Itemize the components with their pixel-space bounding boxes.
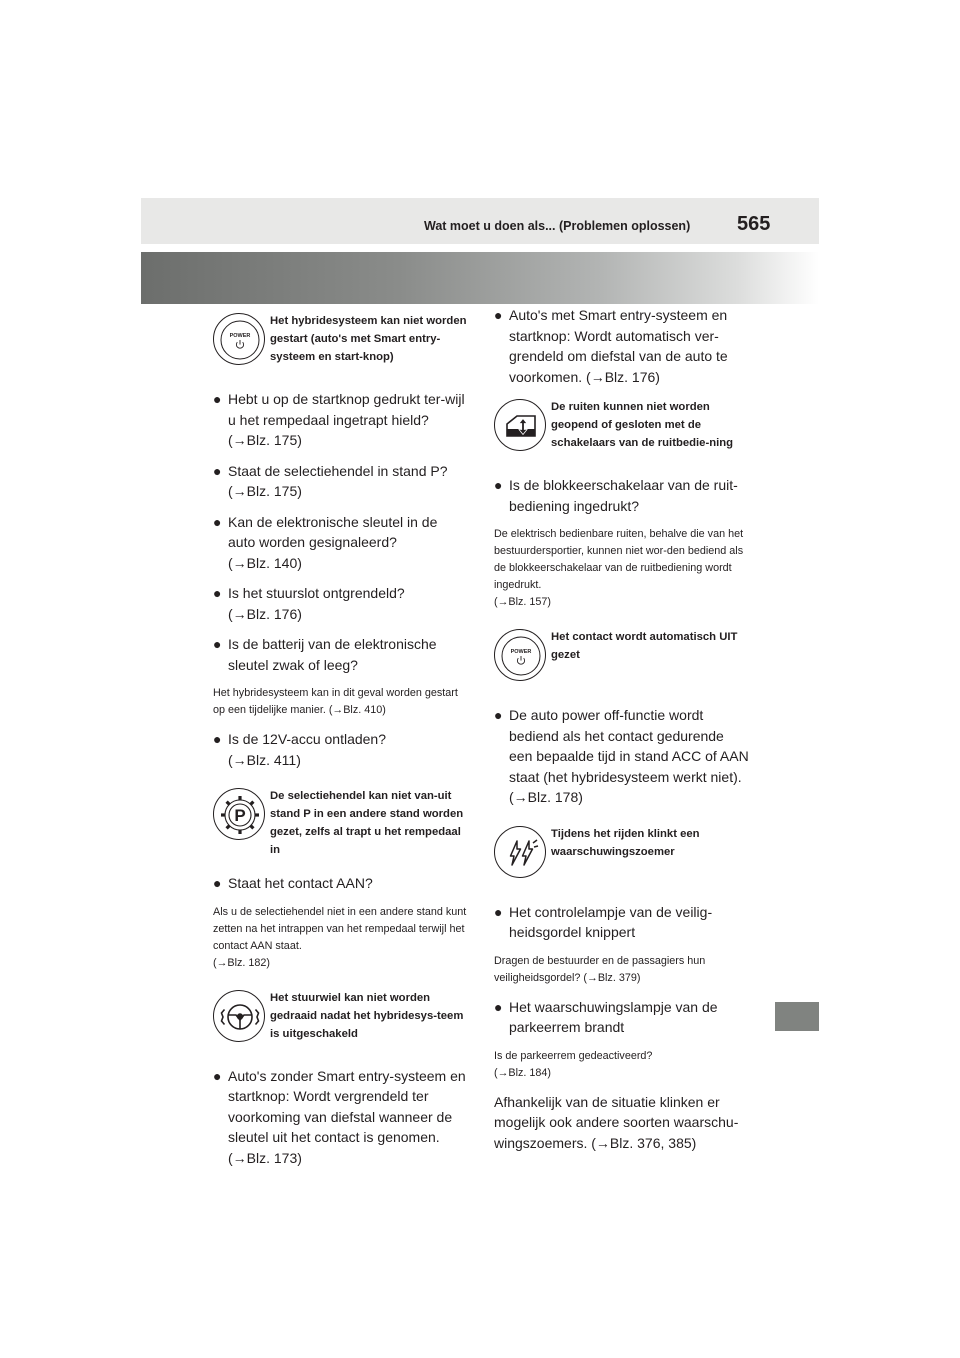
page-reference: (→Blz. 140): [228, 554, 302, 571]
bullet-item: ● Auto's zonder Smart entry-systeem en startknop: Wordt vergrendeld ter voorkoming van diefstal wanneer de sleutel uit het contact is genomen. (→Blz. 173): [213, 1066, 468, 1169]
section-heading: De ruiten kunnen niet worden geopend of gesloten met de schakelaars van de ruitbedie-ning: [551, 401, 734, 449]
section-warning-buzzer: [494, 818, 749, 888]
left-column: [213, 305, 468, 1178]
bullet-item: ● Hebt u op de startknop gedrukt ter-wijl u het rempedaal ingetrapt hield? (→Blz. 175): [213, 389, 468, 451]
right-column: [494, 305, 749, 1153]
section-heading: Het hybridesysteem kan niet worden gestart (auto's met Smart entry-systeem en start-knop): [270, 315, 467, 363]
page-reference: (→Blz. 176): [228, 605, 302, 622]
note-text: Het hybridesysteem kan in dit geval worden gestart op een tijdelijke manier. (→Blz. 410): [213, 687, 458, 716]
page-reference: (→Blz. 411): [228, 751, 301, 768]
note-text: Dragen de bestuurder en de passagiers hun veiligheidsgordel? (→Blz. 379): [494, 954, 706, 984]
bullet-item: ● Auto's met Smart entry-systeem en startknop: Wordt automatisch ver-grendeld om diefstal van de auto te voorkomen. (→Blz. 176): [494, 307, 728, 385]
svg-text:POWER: POWER: [229, 333, 251, 339]
chapter-side-tab: [775, 1002, 819, 1031]
page-reference: (→Blz. 182): [213, 956, 270, 969]
page-reference: (→Blz. 184): [494, 1066, 551, 1079]
section-steering-wheel: [213, 982, 468, 1052]
svg-text:POWER: POWER: [510, 649, 532, 655]
bullet-item: ● Is het stuurslot ontgrendeld? (→Blz. 176): [213, 583, 468, 624]
bullet-item: ● Is de blokkeerschakelaar van de ruit-bediening ingedrukt?: [494, 477, 738, 514]
power-button-icon: [494, 629, 546, 681]
section-power-windows: [494, 391, 749, 461]
section-auto-off: [494, 621, 749, 691]
section-banner: [141, 252, 819, 304]
page-reference: (→Blz. 175): [228, 483, 302, 499]
page-reference: (→Blz. 175): [228, 432, 302, 448]
steering-wheel-lock-icon: [213, 990, 265, 1042]
section-heading: Tijdens het rijden klinkt een waarschuwingszoemer: [551, 827, 700, 858]
power-button-icon: [213, 313, 265, 365]
bullet-item: ● Is de batterij van de elektronische sleutel zwak of leeg?: [213, 636, 437, 673]
body-paragraph: Afhankelijk van de situatie klinken er mogelijk ook andere soorten waarschu-wingszoemers. (→Blz. 376, 385): [494, 1093, 739, 1151]
note-text: Is de parkeerrem gedeactiveerd? (→Blz. 184): [494, 1048, 749, 1082]
window-switch-icon: [494, 399, 546, 451]
bullet-item: ● Staat het contact AAN?: [213, 875, 373, 891]
bullet-item: ● Staat de selectiehendel in stand P? (→Blz. 175): [213, 461, 468, 502]
bullet-item: ● Kan de elektronische sleutel in de auto worden gesignaleerd? (→Blz. 140): [213, 512, 468, 574]
page-reference: (→Blz. 173): [228, 1149, 302, 1166]
shift-p-gear-icon: [213, 788, 265, 840]
bullet-item: ● Is de 12V-accu ontladen? (→Blz. 411): [213, 729, 468, 770]
section-shift-lever: [213, 780, 468, 859]
svg-text:P: P: [234, 806, 246, 825]
section-heading: Het contact wordt automatisch UIT gezet: [551, 631, 738, 661]
bullet-item: ● De auto power off-functie wordt bediend als het contact gedurende een bepaalde tijd in stand ACC of AAN staat (het hybridesysteem werkt niet). (→Blz. 178): [494, 707, 749, 805]
page-number: 565: [737, 213, 771, 235]
page-reference: (→Blz. 157): [494, 596, 551, 608]
bullet-item: ● Het controlelampje van de veilig-heidsgordel knippert: [494, 903, 713, 940]
section-hybrid-start: [213, 305, 468, 375]
warning-buzzer-icon: [494, 826, 546, 878]
section-heading: Het stuurwiel kan niet worden gedraaid nadat het hybridesys-teem is uitgeschakeld: [270, 991, 464, 1040]
note-text: De elektrisch bedienbare ruiten, behalve die van het bestuurdersportier, kunnen niet wor-den bediend als de blokkeerschakelaar van de ruitbediening wordt ingedrukt. (→Blz. 157): [494, 526, 749, 611]
page-header-title: Wat moet u doen als... (Problemen oplossen): [424, 219, 691, 233]
bullet-item: ● Het waarschuwingslampje van de parkeerrem brandt: [494, 998, 718, 1035]
note-text: Als u de selectiehendel niet in een andere stand kunt zetten na het intrappen van het rempedaal terwijl het contact AAN staat. (→Blz. 182): [213, 904, 468, 972]
section-heading: De selectiehendel kan niet van-uit stand P in een andere stand worden gezet, zelfs al trapt u het rempedaal in: [270, 790, 464, 856]
